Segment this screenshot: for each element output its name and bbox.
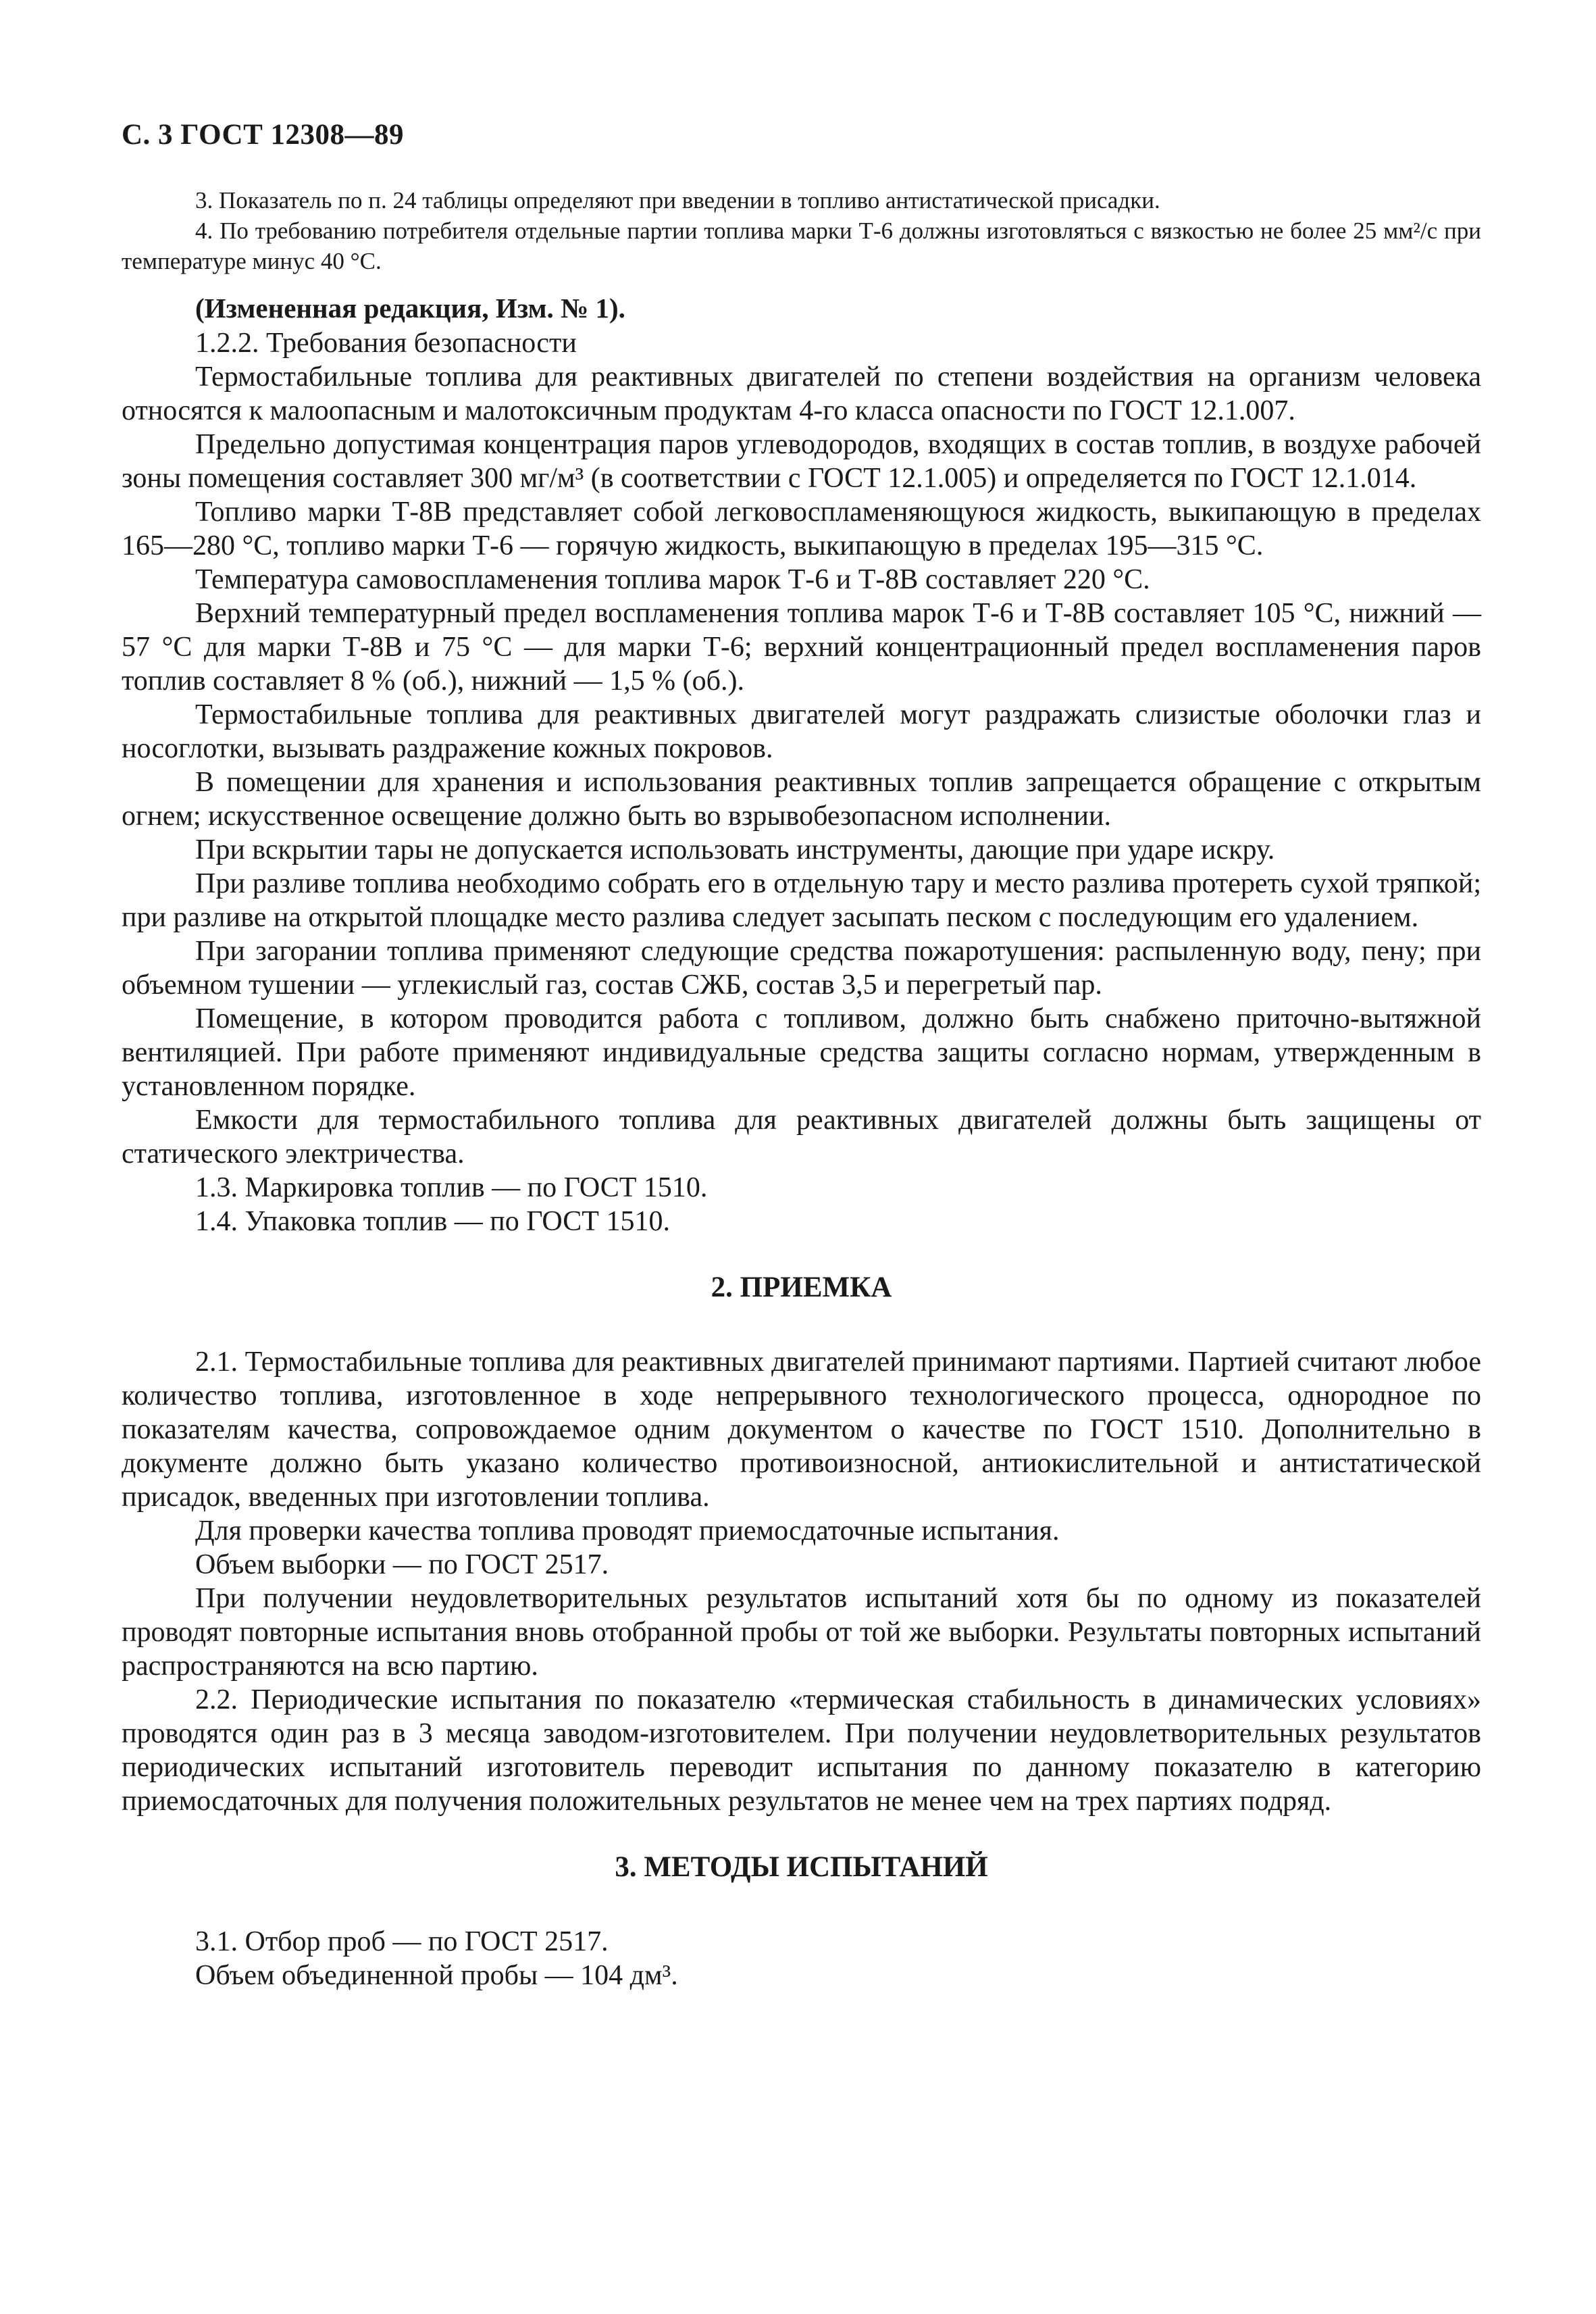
paragraph: Объем выборки — по ГОСТ 2517. — [195, 1549, 609, 1580]
paragraph: При вскрытии тары не допускается использовать инструменты, дающие при ударе искру. — [195, 834, 1275, 865]
edited-note: (Измененная редакция, Изм. № 1). — [195, 293, 625, 324]
paragraph: Верхний температурный предел воспламенения топлива марок Т-6 и Т-8В составляет 105 °С, нижний — 57 °С для марки Т-8В и 75 °С — для марки Т-6; верхний концентрационный предел воспламенения паров топлив составляет 8 % (об.), нижний — 1,5 % (об.). — [122, 598, 1481, 697]
note-3: 3. Показатель по п. 24 таблицы определяют при введении в топливо антистатической присадки. — [195, 187, 1160, 213]
paragraph: Объем объединенной пробы — 104 дм³. — [195, 1960, 678, 1991]
paragraph: 1.2.2. Требования безопасности — [195, 328, 577, 359]
table-notes — [122, 185, 1481, 276]
paragraph: В помещении для хранения и использования реактивных топлив запрещается обращение с открытым огнем; искусственное освещение должно быть во взрывобезопасном исполнении. — [122, 767, 1481, 832]
document-page — [122, 118, 1481, 1992]
paragraph: Термостабильные топлива для реактивных двигателей по степени воздействия на организм человека относятся к малоопасным и малотоксичным продуктам 4-го класса опасности по ГОСТ 12.1.007. — [122, 361, 1481, 426]
section-3-title: 3. МЕТОДЫ ИСПЫТАНИЙ — [615, 1851, 988, 1883]
paragraph: 2.1. Термостабильные топлива для реактивных двигателей принимают партиями. Партией считают любое количество топлива, изготовленное в ходе непрерывного технологического процесса, однородное по показателям качества, сопровождаемое одним документом о качестве по ГОСТ 1510. Дополнительно в документе должно быть указано количество противоизносной, антиокислительной и антистатической присадок, введенных при изготовлении топлива. — [122, 1347, 1481, 1513]
paragraph: Для проверки качества топлива проводят приемосдаточные испытания. — [195, 1515, 1060, 1546]
section-1-body — [122, 326, 1481, 1238]
paragraph: При разливе топлива необходимо собрать его в отдельную тару и место разлива протереть сухой тряпкой; при разливе на открытой площадке место разлива следует засыпать песком с последующим его удалением. — [122, 868, 1481, 933]
page-header: С. 3 ГОСТ 12308—89 — [122, 119, 405, 151]
paragraph: Предельно допустимая концентрация паров углеводородов, входящих в состав топлив, в воздухе рабочей зоны помещения составляет 300 мг/м³ (в соответствии с ГОСТ 12.1.005) и определяется по ГОСТ 12.1.014. — [122, 429, 1481, 494]
paragraph: 2.2. Периодические испытания по показателю «термическая стабильность в динамических условиях» проводятся один раз в 3 месяца заводом-изготовителем. При получении неудовлетворительных результатов периодических испытаний изготовитель переводит испытания по данному показателю в категорию приемосдаточных для получения положительных результатов не менее чем на трех партиях подряд. — [122, 1684, 1481, 1817]
paragraph: При загорании топлива применяют следующие средства пожаротушения: распыленную воду, пену; при объемном тушении — углекислый газ, состав СЖБ, состав 3,5 и перегретый пар. — [122, 936, 1481, 1001]
paragraph: Помещение, в котором проводится работа с топливом, должно быть снабжено приточно-вытяжной вентиляцией. При работе применяют индивидуальные средства защиты согласно нормам, утвержденным в установленном порядке. — [122, 1003, 1481, 1102]
section-2-title: 2. ПРИЕМКА — [711, 1272, 892, 1303]
section-2-body — [122, 1345, 1481, 1818]
paragraph: При получении неудовлетворительных результатов испытаний хотя бы по одному из показателей проводят повторные испытания вновь отобранной пробы от той же выборки. Результаты повторных испытаний распространяются на всю партию. — [122, 1583, 1481, 1682]
section-3-body — [122, 1925, 1481, 1992]
paragraph: Емкости для термостабильного топлива для реактивных двигателей должны быть защищены от статического электричества. — [122, 1105, 1481, 1169]
note-4: 4. По требованию потребителя отдельные партии топлива марки Т-6 должны изготовляться с вязкостью не более 25 мм²/с при температуре минус 40 °С. — [122, 218, 1481, 274]
paragraph: 3.1. Отбор проб — по ГОСТ 2517. — [195, 1926, 609, 1957]
paragraph: 1.4. Упаковка топлив — по ГОСТ 1510. — [195, 1206, 670, 1237]
paragraph: Топливо марки Т-8В представляет собой легковоспламеняющуюся жидкость, выкипающую в пределах 165—280 °С, топливо марки Т-6 — горячую жидкость, выкипающую в пределах 195—315 °С. — [122, 497, 1481, 561]
paragraph: 1.3. Маркировка топлив — по ГОСТ 1510. — [195, 1172, 708, 1203]
paragraph: Температура самовоспламенения топлива марок Т-6 и Т-8В составляет 220 °С. — [195, 564, 1150, 595]
paragraph: Термостабильные топлива для реактивных двигателей могут раздражать слизистые оболочки глаз и носоглотки, вызывать раздражение кожных покровов. — [122, 699, 1481, 764]
